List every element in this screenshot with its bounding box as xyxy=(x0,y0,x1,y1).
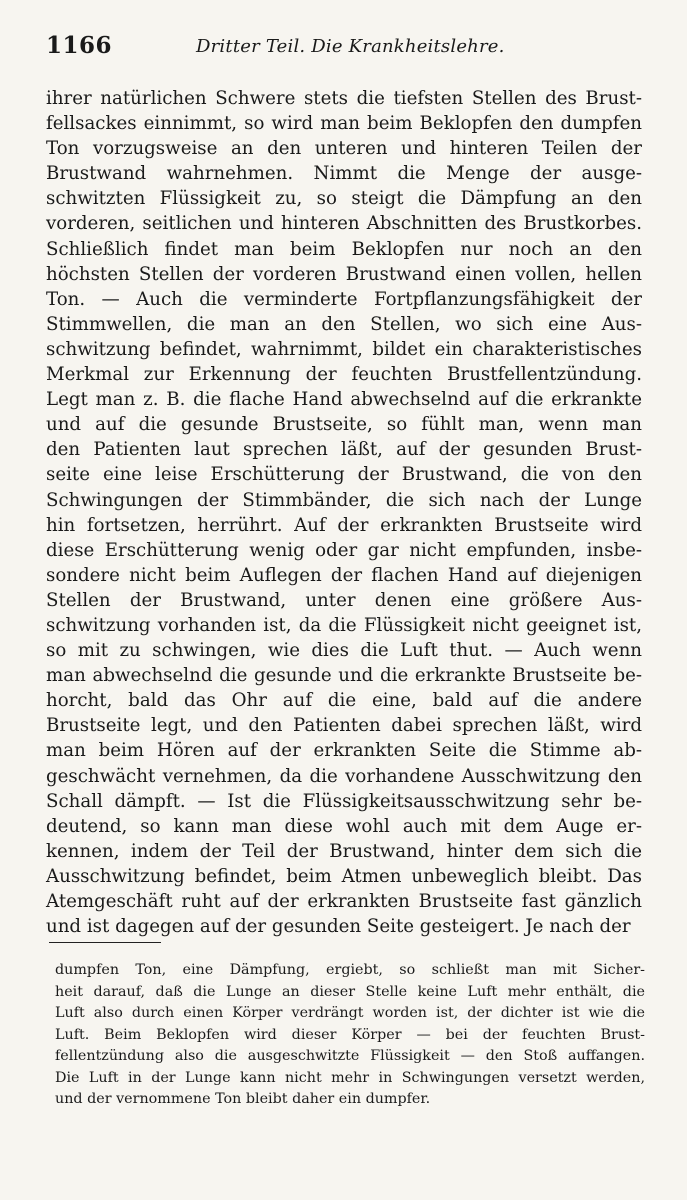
footnote-line: und der vernommene Ton bleibt daher ein dumpfer. xyxy=(55,1091,431,1107)
text-line: hin fortsetzen, herrührt. Auf der erkrankten Brustseite wird xyxy=(46,514,642,536)
page-number: 1166 xyxy=(46,32,113,59)
footnote-line: fellentzündung also die ausgeschwitzte Flüssigkeit — den Stoß auffangen. xyxy=(55,1048,645,1064)
main-text xyxy=(46,86,642,939)
text-line: fellsackes einnimmt, so wird man beim Beklopfen den dumpfen xyxy=(46,113,642,135)
text-line: den Patienten laut sprechen läßt, auf der gesunden Brust- xyxy=(46,439,642,461)
footnote-separator xyxy=(49,942,161,943)
text-line: schwitzten Flüssigkeit zu, so steigt die Dämpfung an den xyxy=(46,188,642,210)
text-line: diese Erschütterung wenig oder gar nicht empfunden, insbe- xyxy=(46,539,642,561)
footnote-line: Die Luft in der Lunge kann nicht mehr in Schwingungen versetzt werden, xyxy=(55,1069,645,1086)
text-line: Ausschwitzung befindet, beim Atmen unbeweglich bleibt. Das xyxy=(46,865,642,887)
text-line: horcht, bald das Ohr auf die eine, bald auf die andere xyxy=(46,690,642,712)
footnote-line: Luft. Beim Beklopfen wird dieser Körper — bei der feuchten Brust- xyxy=(55,1026,645,1043)
footnote-line: heit darauf, daß die Lunge an dieser Stelle keine Luft mehr enthält, die xyxy=(55,983,645,1000)
text-line: Brustwand wahrnehmen. Nimmt die Menge der ausge- xyxy=(46,163,642,185)
text-line: schwitzung befindet, wahrnimmt, bildet ein charakteristisches xyxy=(46,338,642,360)
text-line: seite eine leise Erschütterung der Brustwand, die von den xyxy=(46,464,642,486)
text-line: Legt man z. B. die flache Hand abwechselnd auf die erkrankte xyxy=(46,389,642,411)
text-line: Schall dämpft. — Ist die Flüssigkeitsausschwitzung sehr be- xyxy=(46,790,642,812)
text-line: man beim Hören auf der erkrankten Seite die Stimme ab- xyxy=(46,740,642,762)
text-line: geschwächt vernehmen, da die vorhandene Ausschwitzung den xyxy=(46,765,642,787)
text-line: Ton vorzugsweise an den unteren und hinteren Teilen der xyxy=(46,138,642,160)
text-line: schwitzung vorhanden ist, da die Flüssigkeit nicht geeignet ist, xyxy=(46,614,642,636)
text-line: Ton. — Auch die verminderte Fortpflanzungsfähigkeit der xyxy=(46,288,642,310)
text-line: man abwechselnd die gesunde und die erkrankte Brustseite be- xyxy=(46,665,642,687)
running-head: Dritter Teil. Die Krankheitslehre. xyxy=(196,36,505,57)
text-line: ihrer natürlichen Schwere stets die tiefsten Stellen des Brust- xyxy=(46,88,642,109)
text-line: sondere nicht beim Auflegen der flachen Hand auf diejenigen xyxy=(46,564,642,586)
text-line: Schließlich findet man beim Beklopfen nur noch an den xyxy=(46,238,642,260)
footnote-line: Luft also durch einen Körper verdrängt worden ist, der dichter ist wie die xyxy=(55,1005,645,1021)
text-line: Schwingungen der Stimmbänder, die sich nach der Lunge xyxy=(46,489,642,511)
text-line: und auf die gesunde Brustseite, so fühlt man, wenn man xyxy=(46,414,642,436)
text-line: höchsten Stellen der vorderen Brustwand einen vollen, hellen xyxy=(46,263,642,285)
text-line: und ist dagegen auf der gesunden Seite gesteigert. Je nach der xyxy=(46,916,631,938)
text-line: Stimmwellen, die man an den Stellen, wo sich eine Aus- xyxy=(46,313,642,335)
text-line: Atemgeschäft ruht auf der erkrankten Brustseite fast gänzlich xyxy=(46,891,642,912)
footnote-line: dumpfen Ton, eine Dämpfung, ergiebt, so schließt man mit Sicher- xyxy=(55,962,645,978)
text-line: Merkmal zur Erkennung der feuchten Brustfellentzündung. xyxy=(46,364,642,386)
page-header xyxy=(46,32,643,68)
text-line: Brustseite legt, und den Patienten dabei sprechen läßt, wird xyxy=(46,715,642,737)
footnote xyxy=(55,960,645,1111)
text-line: Stellen der Brustwand, unter denen eine größere Aus- xyxy=(46,589,642,611)
text-line: deutend, so kann man diese wohl auch mit dem Auge er- xyxy=(46,815,642,837)
text-line: so mit zu schwingen, wie dies die Luft thut. — Auch wenn xyxy=(46,640,642,662)
text-line: vorderen, seitlichen und hinteren Abschnitten des Brustkorbes. xyxy=(46,213,642,235)
text-line: kennen, indem der Teil der Brustwand, hinter dem sich die xyxy=(46,840,642,862)
